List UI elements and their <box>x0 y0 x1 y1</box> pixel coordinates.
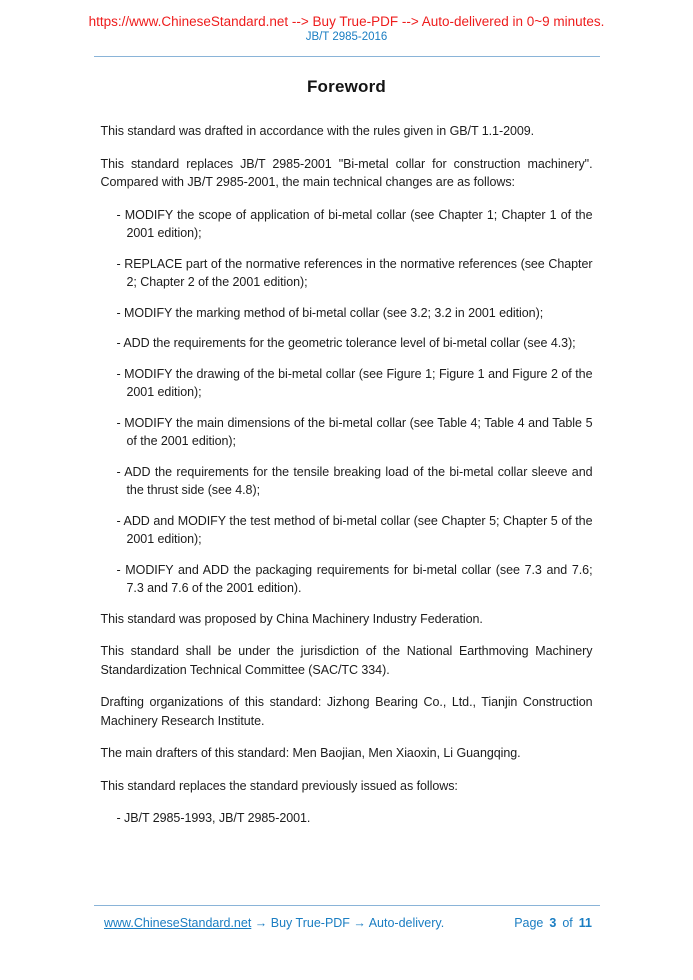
paragraph: This standard was drafted in accordance with the rules given in GB/T 1.1-2009. <box>100 124 535 138</box>
change-list-item: - ADD the requirements for the tensile breaking load of the bi-metal collar sleeve and the thrust side (see 4.8); <box>116 464 593 497</box>
change-list-item: - MODIFY the scope of application of bi-metal collar (see Chapter 1; Chapter 1 of the 2001 edition); <box>116 207 593 240</box>
change-list-item: - ADD and MODIFY the test method of bi-metal collar (see Chapter 5; Chapter 5 of the 2001 edition); <box>116 513 593 546</box>
promo-header-link[interactable]: https://www.ChineseStandard.net --> Buy True-PDF --> Auto-delivered in 0~9 minutes. <box>88 14 605 29</box>
footer-site-link[interactable]: www.ChineseStandard.net <box>104 916 252 930</box>
previous-standards-item: - JB/T 2985-1993, JB/T 2985-2001. <box>116 811 311 825</box>
page-current: 3 <box>549 916 557 930</box>
outro-paragraphs <box>101 610 593 796</box>
of-label: of <box>562 916 573 930</box>
change-list-item: - REPLACE part of the normative references in the normative references (see Chapter 2; Chapter 2 of the 2001 edition); <box>116 256 593 289</box>
footer-delivery-text: → Buy True-PDF → Auto-delivery. <box>251 916 445 930</box>
technical-changes-list <box>101 206 593 598</box>
footer <box>94 905 600 930</box>
paragraph: This standard was proposed by China Machinery Industry Federation. <box>100 611 483 626</box>
paragraph: The main drafters of this standard: Men Baojian, Men Xiaoxin, Li Guangqing. <box>100 746 521 760</box>
paragraph: Drafting organizations of this standard: Jizhong Bearing Co., Ltd., Tianjin Construction Machinery Research Institute. <box>100 695 593 728</box>
footer-left <box>104 916 444 930</box>
change-list-item: - MODIFY the drawing of the bi-metal collar (see Figure 1; Figure 1 and Figure 2 of the 2001 edition); <box>116 366 593 399</box>
paragraph: This standard replaces the standard previously issued as follows: <box>100 778 458 793</box>
intro-paragraphs <box>101 122 593 192</box>
paragraph: This standard replaces JB/T 2985-2001 "Bi-metal collar for construction machinery". Compared with JB/T 2985-2001, the main technical changes are as follows: <box>100 156 593 189</box>
document-body <box>101 122 593 828</box>
header-divider <box>94 56 600 57</box>
page-total: 11 <box>578 916 592 930</box>
paragraph: This standard shall be under the jurisdiction of the National Earthmoving Machinery Standardization Technical Committee (SAC/TC 334). <box>100 644 593 677</box>
page-label: Page <box>514 916 544 930</box>
change-list-item: - MODIFY the marking method of bi-metal collar (see 3.2; 3.2 in 2001 edition); <box>116 305 544 320</box>
page-indicator <box>514 916 592 930</box>
change-list-item: - MODIFY and ADD the packaging requirements for bi-metal collar (see 7.3 and 7.6; 7.3 and 7.6 of the 2001 edition). <box>116 562 593 595</box>
page-title: Foreword <box>306 77 387 96</box>
standard-code: JB/T 2985-2016 <box>305 31 388 43</box>
change-list-item: - MODIFY the main dimensions of the bi-metal collar (see Table 4; Table 4 and Table 5 of the 2001 edition); <box>116 415 593 448</box>
change-list-item: - ADD the requirements for the geometric tolerance level of bi-metal collar (see 4.3); <box>116 336 576 350</box>
